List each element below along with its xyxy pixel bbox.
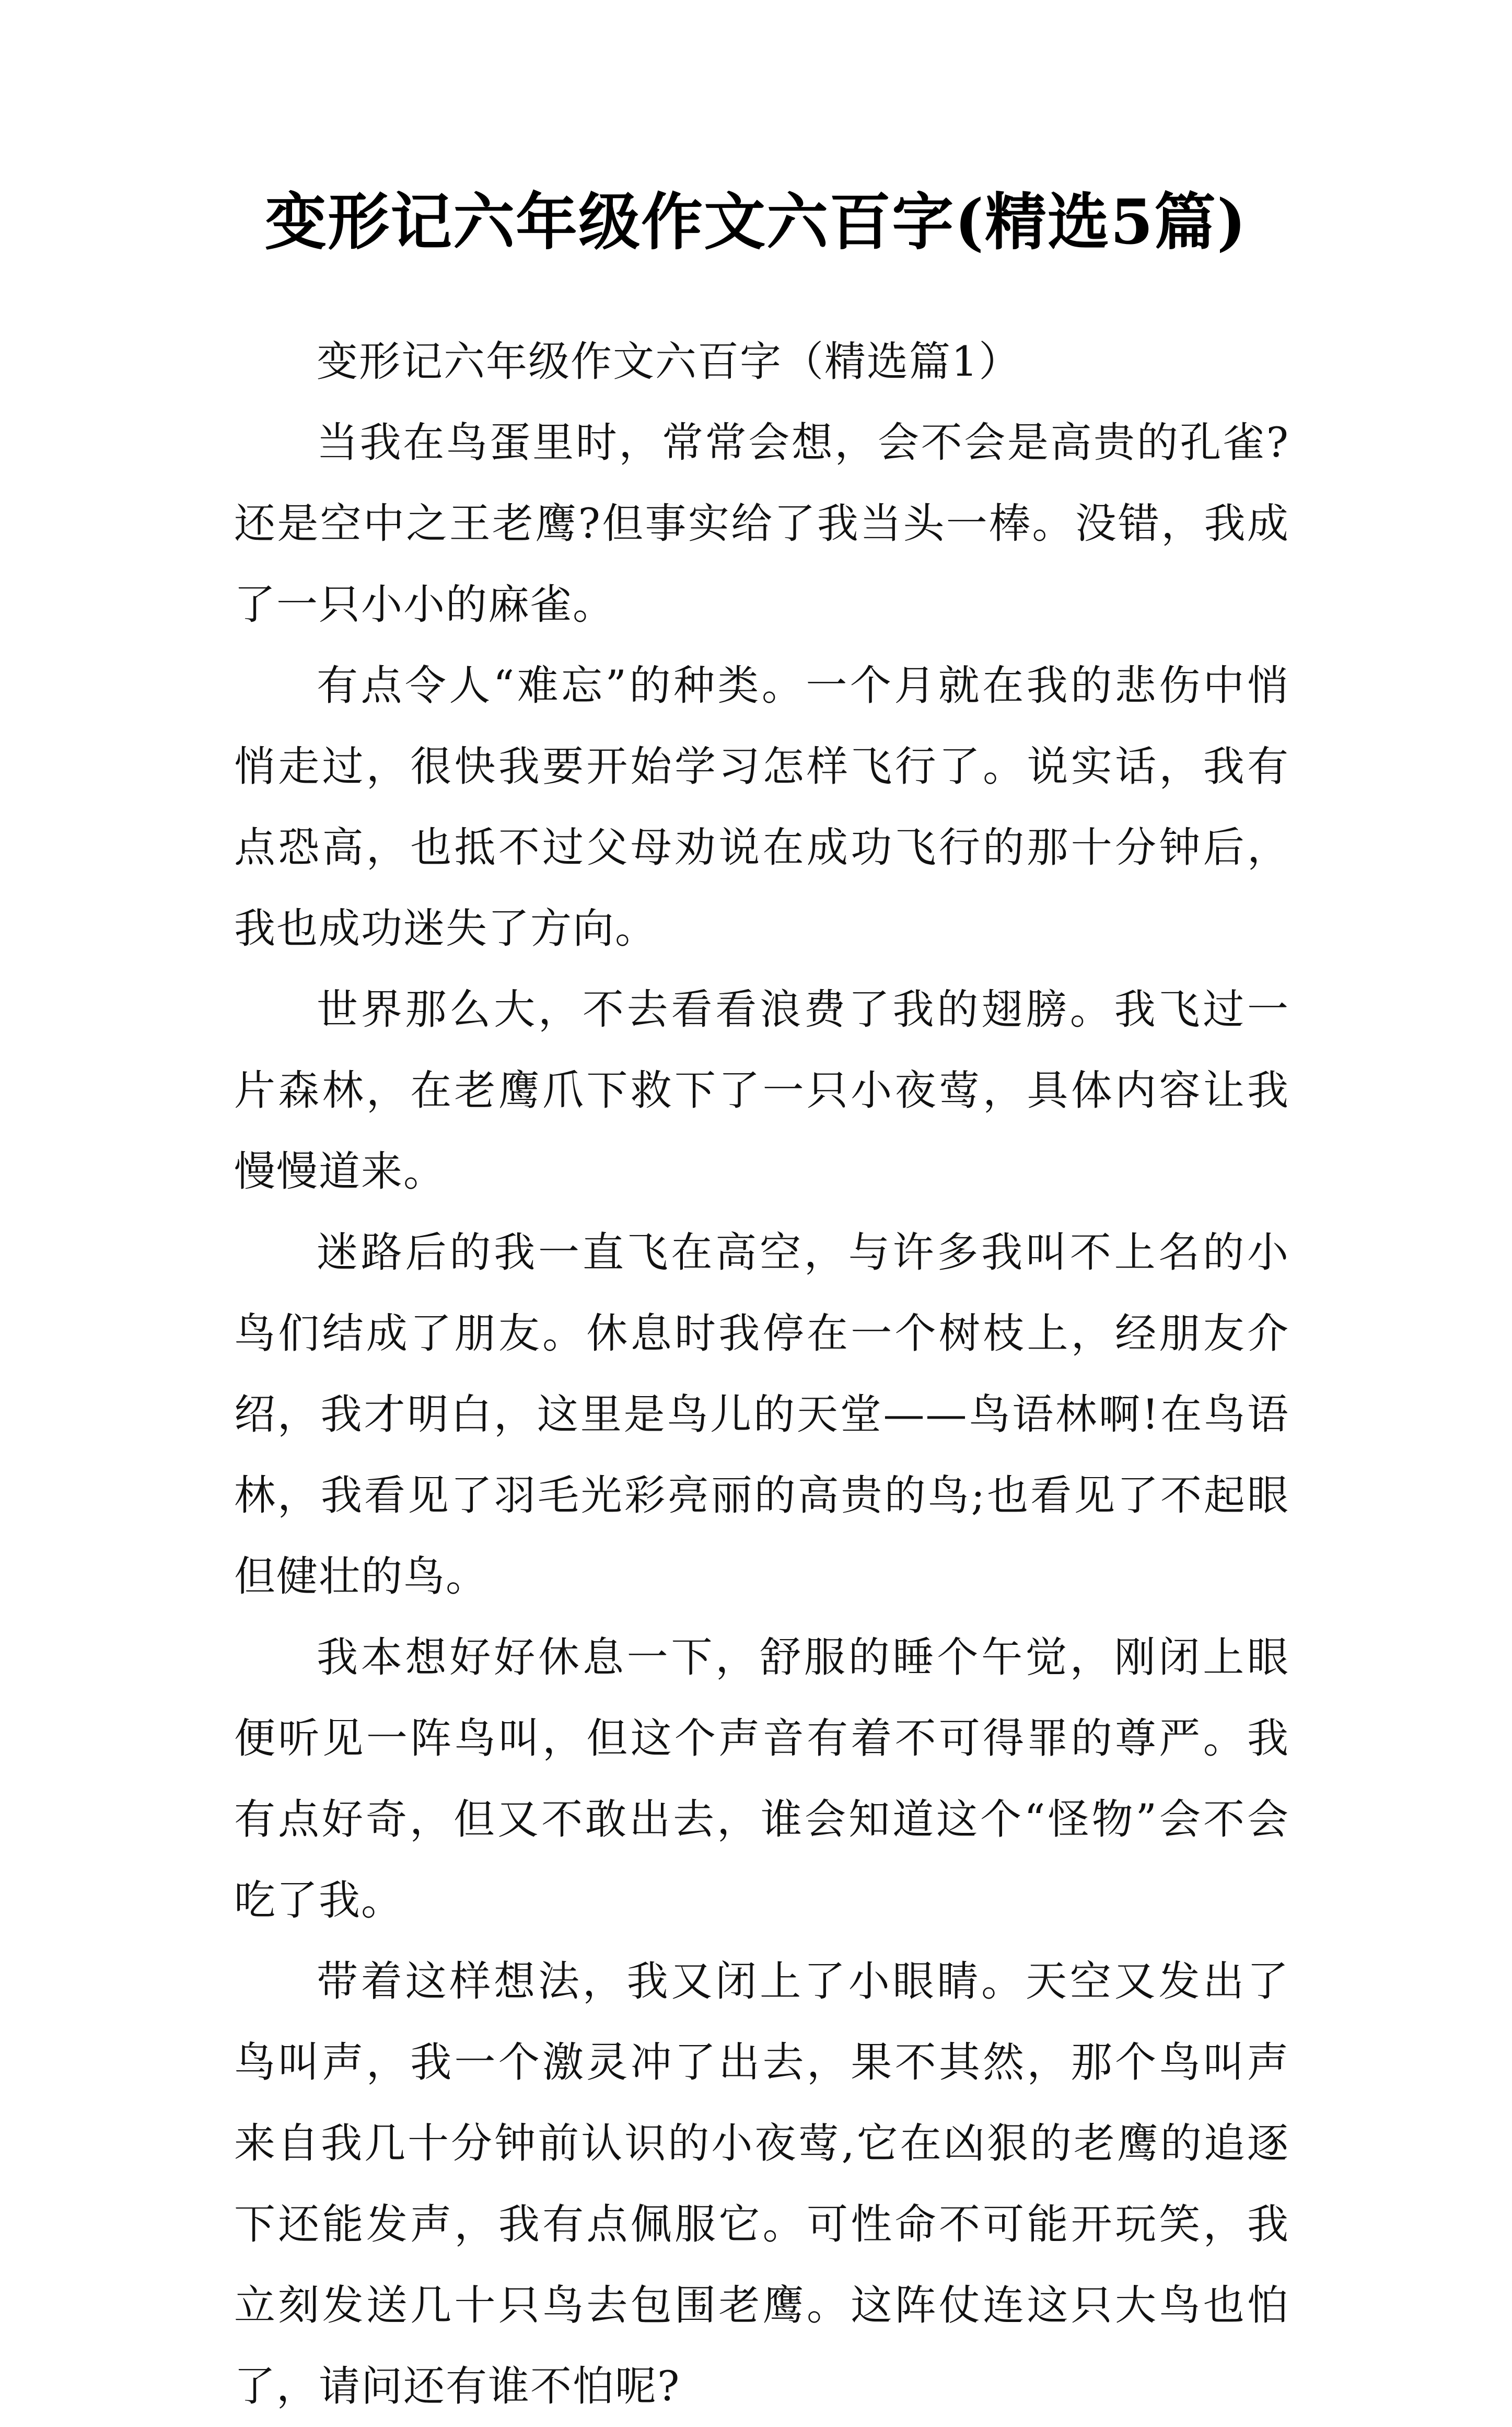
section-heading: 变形记六年级作文六百字（精选篇1）: [317, 338, 1021, 386]
document-body: [234, 321, 1289, 2427]
paragraph-1: 当我在鸟蛋里时，常常会想，会不会是高贵的孔雀?还是空中之王老鹰?但事实给了我当头一棒。没错，我成了一只小小的麻雀。: [234, 419, 1289, 629]
document-title: 变形记六年级作文六百字(精选5篇): [265, 185, 1247, 258]
paragraph-5: 我本想好好休息一下，舒服的睡个午觉，刚闭上眼便听见一阵鸟叫，但这个声音有着不可得罪的尊严。我有点好奇，但又不敢出去，谁会知道这个“怪物”会不会吃了我。: [234, 1633, 1289, 1924]
paragraph-6: 带着这样想法，我又闭上了小眼睛。天空又发出了鸟叫声，我一个激灵冲了出去，果不其然，那个鸟叫声来自我几十分钟前认识的小夜莺,它在凶狠的老鹰的追逐下还能发声，我有点佩服它。可性命不可能开玩笑，我立刻发送几十只鸟去包围老鹰。这阵仗连这只大鸟也怕了，请问还有谁不怕呢?: [234, 1957, 1289, 2410]
paragraph-3: 世界那么大，不去看看浪费了我的翅膀。我飞过一片森林，在老鹰爪下救下了一只小夜莺，具体内容让我慢慢道来。: [234, 985, 1289, 1195]
paragraph-2: 有点令人“难忘”的种类。一个月就在我的悲伤中悄悄走过，很快我要开始学习怎样飞行了。说实话，我有点恐高，也抵不过父母劝说在成功飞行的那十分钟后，我也成功迷失了方向。: [234, 661, 1289, 953]
paragraph-4: 迷路后的我一直飞在高空，与许多我叫不上名的小鸟们结成了朋友。休息时我停在一个树枝上，经朋友介绍，我才明白，这里是鸟儿的天堂——鸟语林啊!在鸟语林，我看见了羽毛光彩亮丽的高贵的鸟;也看见了不起眼但健壮的鸟。: [234, 1228, 1289, 1600]
